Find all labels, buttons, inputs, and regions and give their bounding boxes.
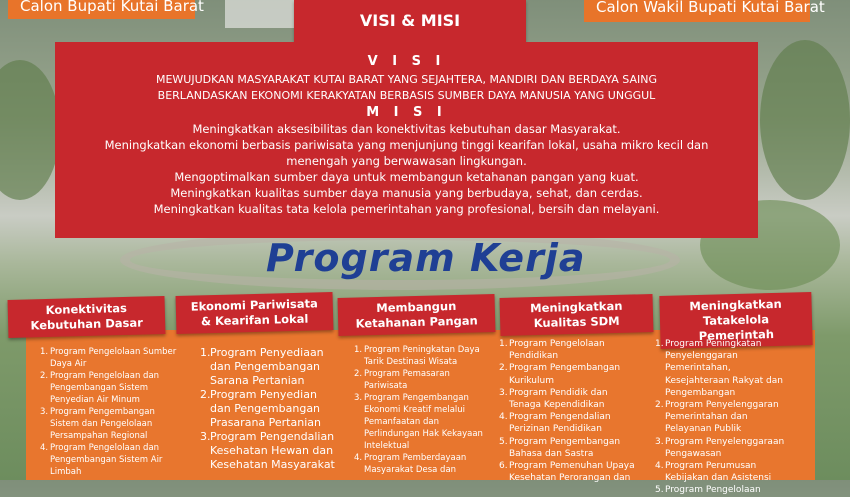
misi-line: Mengoptimalkan sumber daya untuk membangun ketahanan pangan yang kuat. — [174, 170, 639, 184]
item-text: Program Pendidik dan Tenaga Kependidikan — [509, 387, 608, 411]
item-text: Program Peningkatan Penyelenggaran Pemerintahan, Kesejahteraan Rakyat dan Pengembangan — [665, 339, 783, 398]
item-number: 1. — [354, 345, 363, 355]
item-text: Program Pengelolaan Pendidikan — [509, 339, 605, 362]
item-number: 4. — [655, 461, 664, 472]
item-text: Program Peningkatan Daya Tarik Destinasi Wisata — [364, 345, 480, 367]
item-number: 3. — [200, 430, 211, 443]
column-header-line: Kualitas SDM — [533, 313, 620, 331]
item-number: 6. — [499, 461, 508, 472]
candidate-wakil-bupati-tag: Calon Wakil Bupati Kutai Barat — [584, 0, 810, 22]
misi-line: Meningkatkan aksesibilitas dan konektivitas kebutuhan dasar Masyarakat. — [192, 122, 621, 136]
list-item — [499, 436, 639, 460]
item-number: 2. — [655, 400, 664, 411]
candidate-bupati-tag: Calon Bupati Kutai Barat — [8, 0, 195, 19]
misi-line: Meningkatkan kualitas tata kelola pemerintahan yang profesional, bersih dan melayani. — [153, 202, 660, 216]
visi-misi-box — [55, 42, 758, 238]
visi-line: MEWUJUDKAN MASYARAKAT KUTAI BARAT YANG SEJAHTERA, MANDIRI DAN BERDAYA SAING — [155, 73, 658, 86]
misi-line: Meningkatkan ekonomi berbasis pariwisata yang menjunjung tinggi kearifan lokal, usaha mikro kecil dan — [104, 138, 709, 152]
item-number: 4. — [354, 453, 363, 463]
list-item — [655, 338, 795, 399]
program-list-konektivitas — [40, 346, 180, 478]
list-item — [655, 484, 795, 496]
item-text: Program Pemberdayaan Masyarakat Desa dan — [364, 453, 467, 475]
item-number: 1. — [200, 346, 211, 359]
column-header-line: Ekonomi Pariwisata — [190, 296, 318, 314]
column-header-line: Tatakelola Pemerintah — [698, 312, 775, 343]
list-item — [200, 346, 340, 388]
program-list-sdm — [499, 338, 639, 484]
list-item — [499, 387, 639, 411]
list-item — [499, 338, 639, 362]
item-number: 5. — [655, 485, 664, 496]
item-text: Program Perumusan Kebijakan dan Asistensi — [665, 461, 772, 484]
list-item — [655, 460, 795, 484]
item-number: 3. — [655, 436, 664, 447]
program-list-pangan — [354, 344, 490, 476]
list-item — [354, 392, 490, 452]
column-header-line: Konektivitas — [45, 300, 128, 318]
column-header-line: Meningkatkan — [689, 296, 782, 314]
column-header-sdm — [500, 294, 654, 336]
background-building — [225, 0, 305, 28]
item-text: Program Penyelenggaraan Pengawasan — [665, 436, 785, 459]
visi-heading: V I S I — [367, 54, 446, 69]
list-item — [499, 362, 639, 386]
column-header-line: Membangun — [376, 298, 457, 316]
visi-text — [55, 72, 758, 104]
item-text: Program Pengelolaan Sumber Daya Air — [50, 347, 177, 369]
item-text: Program Pengembangan Ekonomi Kreatif melalui Pemanfaatan dan Perlindungan Hak Kekayaan Intelektual — [364, 393, 483, 451]
visi-line: BERLANDASKAN EKONOMI KERAKYATAN BERBASIS SUMBER DAYA MANUSIA YANG UNGGUL — [157, 89, 656, 102]
item-number: 2. — [354, 369, 363, 379]
misi-line: Meningkatkan kualitas sumber daya manusia yang berbudaya, sehat, dan cerdas. — [170, 186, 643, 200]
item-text: Program Penyedian dan Pengembangan Prasarana Pertanian — [210, 388, 321, 429]
list-item — [499, 460, 639, 484]
background-tree — [760, 40, 850, 200]
item-text: Program Pengendalian Perizinan Pendidikan — [509, 412, 611, 435]
column-header-line: Meningkatkan — [529, 298, 623, 316]
list-item — [354, 368, 490, 392]
item-number: 1. — [40, 347, 49, 357]
list-item — [354, 452, 490, 476]
item-text: Program Pemasaran Pariwisata — [364, 369, 450, 391]
list-item — [40, 346, 180, 370]
program-list-ekonomi — [200, 346, 340, 472]
list-item — [655, 436, 795, 460]
item-text: Program Pemenuhan Upaya Kesehatan Perorangan dan — [509, 461, 635, 484]
item-number: 5. — [499, 436, 508, 447]
item-text: Program Penyediaan dan Pengembangan Sarana Pertanian — [210, 346, 324, 387]
list-item — [40, 442, 180, 478]
item-text: Program Pengelolaan dan Pengembangan Sistem Air Limbah — [50, 443, 163, 477]
item-number: 4. — [499, 412, 508, 423]
column-header-konektivitas — [8, 296, 166, 338]
item-text: Program Pengembangan Sistem dan Pengelolaan Persampahan Regional — [50, 407, 155, 441]
misi-list — [55, 121, 758, 217]
item-number: 3. — [40, 407, 49, 417]
misi-heading: M I S I — [366, 105, 447, 120]
background-tree — [0, 60, 60, 200]
item-text: Program Pengembangan Kurikulum — [509, 363, 621, 386]
list-item — [40, 370, 180, 406]
list-item — [200, 430, 340, 472]
item-text: Program Pengembangan Bahasa dan Sastra — [509, 436, 621, 459]
list-item — [354, 344, 490, 368]
visi-misi-tab: VISI & MISI — [294, 0, 526, 42]
list-item — [200, 388, 340, 430]
item-number: 3. — [499, 387, 508, 398]
column-header-pangan — [338, 294, 496, 336]
item-text: Program Penyelenggaran Pemerintahan dan Pelayanan Publik — [665, 400, 779, 435]
program-kerja-title: Program Kerja — [266, 236, 586, 280]
list-item — [499, 411, 639, 435]
program-list-tatakelola — [655, 338, 795, 497]
column-header-ekonomi — [176, 292, 334, 334]
misi-line: menengah yang berwawasan lingkungan. — [286, 154, 527, 168]
item-number: 4. — [40, 443, 49, 453]
column-header-line: Ketahanan Pangan — [355, 313, 478, 331]
item-number: 2. — [40, 371, 49, 381]
item-number: 3. — [354, 393, 363, 403]
item-number: 2. — [200, 388, 211, 401]
column-header-line: Kebutuhan Dasar — [30, 315, 144, 333]
item-text: Program Pengelolaan — [665, 485, 761, 496]
item-number: 1. — [655, 339, 664, 349]
list-item — [655, 399, 795, 436]
item-number: 1. — [499, 339, 508, 349]
item-text: Program Pengendalian Kesehatan Hewan dan Kesehatan Masyarakat — [210, 430, 335, 471]
list-item — [40, 406, 180, 442]
item-number: 2. — [499, 363, 508, 374]
column-header-line: & Kearifan Lokal — [200, 311, 309, 329]
item-text: Program Pengelolaan dan Pengembangan Sistem Penyedian Air Minum — [50, 371, 160, 405]
